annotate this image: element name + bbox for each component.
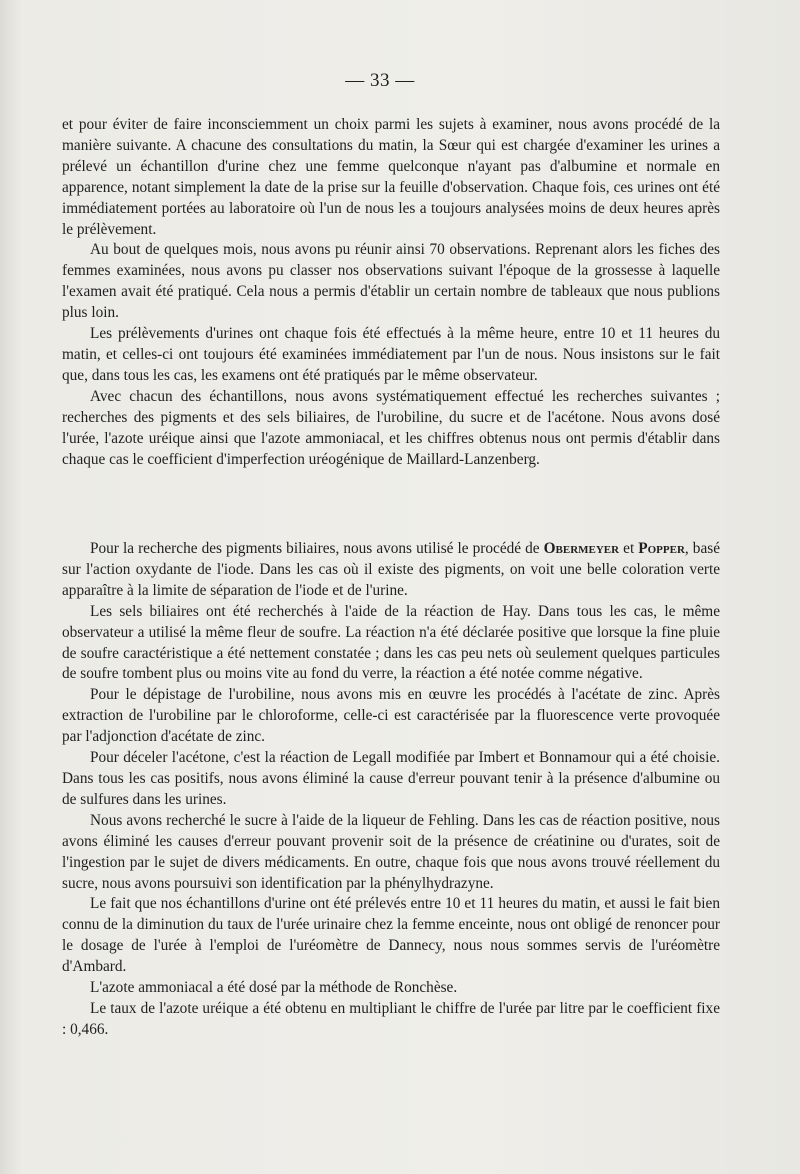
paragraph-prelevements: Les prélèvements d'urines ont chaque fois été effectués à la même heure, entre 10 et 11 heures du matin, et celles-ci ont toujours été examinées immédiatement par l'un de nous. Nous insistons sur le fait que, dans tous les cas, les examens ont été pratiqués par le même observateur. xyxy=(62,325,720,384)
paragraph-continuation: et pour éviter de faire inconsciemment un choix parmi les sujets à examiner, nous avons procédé de la manière suivante. A chacune des consultations du matin, la Sœur qui est chargée d'examiner les urines a prélevé un échantillon d'urine chez une femme quelconque n'ayant pas d'albumine et normale en apparence, notant simplement la date de la prise sur la feuille d'observation. Chaque fois, ces urines ont été immédiatement portées au laboratoire où l'un de nous les a toujours analysées moins de deux heures après le prélèvement. xyxy=(62,116,720,238)
paragraph-text: Pour la recherche des pigments biliaires, nous avons utilisé le procédé de xyxy=(90,540,544,557)
paragraph-pigments-biliaires xyxy=(62,539,720,602)
paragraph-azote-ureique: Le taux de l'azote uréique a été obtenu en multipliant le chiffre de l'urée par litre par le coefficient fixe : 0,466. xyxy=(62,999,720,1038)
paragraph-text: , basé sur l'action oxydante de l'iode. Dans les cas où il existe des pigments, on voit une belle coloration verte apparaître à la limite de séparation de l'iode et de l'urine. xyxy=(62,540,720,599)
paragraph-recherches: Avec chacun des échantillons, nous avons systématiquement effectué les recherches suivantes ; recherches des pigments et des sels biliaires, de l'urobiline, du sucre et de l'acétone. Nous avons dosé l'urée, l'azote uréique ainsi que l'azote ammoniacal, et les chiffres obtenus nous ont permis d'établir dans chaque cas le coefficient d'imperfection uréogénique de Maillard-Lanzenberg. xyxy=(62,387,720,468)
paragraph-text: et xyxy=(619,540,639,557)
paragraph-sucre: Nous avons recherché le sucre à l'aide de la liqueur de Fehling. Dans les cas de réaction positive, nous avons éliminé les causes d'erreur pouvant provenir soit de la présence de créatinine ou d'urates, soit de l'ingestion par le sujet de divers médicaments. En outre, chaque fois que nous avons trouvé réellement du sucre, nous avons poursuivi son identification par la phénylhydrazyne. xyxy=(62,811,720,892)
author-name: Popper xyxy=(638,540,685,557)
paragraph-sels-biliaires: Les sels biliaires ont été recherchés à l'aide de la réaction de Hay. Dans tous les cas, le même observateur a utilisé la même fleur de soufre. La réaction n'a été déclarée positive que lorsque la fine pluie de soufre caractéristique a été nettement constatée ; dans les cas peu nets où seulement quelques particules de soufre tombent plus ou moins vite au fond du verre, la réaction a été notée comme négative. xyxy=(62,602,720,683)
page-number: — 33 — xyxy=(345,70,415,91)
paragraph-uree: Le fait que nos échantillons d'urine ont été prélevés entre 10 et 11 heures du matin, et aussi le fait bien connu de la diminution du taux de l'urée urinaire chez la femme enceinte, nous ont obligé de renoncer pour le dosage de l'urée à l'emploi de l'uréomètre de Dannecy, nous nous sommes servis de l'uréomètre d'Ambard. xyxy=(62,895,720,976)
paragraph-observations: Au bout de quelques mois, nous avons pu réunir ainsi 70 observations. Reprenant alors les fiches des femmes examinées, nous avons pu classer nos observations suivant l'époque de la grossesse à laquelle l'examen avait été pratiqué. Cela nous a permis d'établir un certain nombre de tableaux que nous publions plus loin. xyxy=(62,241,720,322)
text-block-top xyxy=(62,115,720,470)
paragraph-urobiline: Pour le dépistage de l'urobiline, nous avons mis en œuvre les procédés à l'acétate de zinc. Après extraction de l'urobiline par le chloroforme, celle-ci est caractérisée par la fluorescence verte provoquée par l'adjonction d'acétate de zinc. xyxy=(62,686,720,746)
paragraph-acetone: Pour déceler l'acétone, c'est la réaction de Legall modifiée par Imbert et Bonnamour qui a été choisie. Dans tous les cas positifs, nous avons éliminé la cause d'erreur pouvant tenir à la présence d'albumine ou de sulfures dans les urines. xyxy=(62,749,720,808)
paragraph-azote-ammoniacal: L'azote ammoniacal a été dosé par la méthode de Ronchèse. xyxy=(90,979,458,997)
text-block-methods xyxy=(62,539,720,1041)
author-name: Obermeyer xyxy=(543,540,620,557)
